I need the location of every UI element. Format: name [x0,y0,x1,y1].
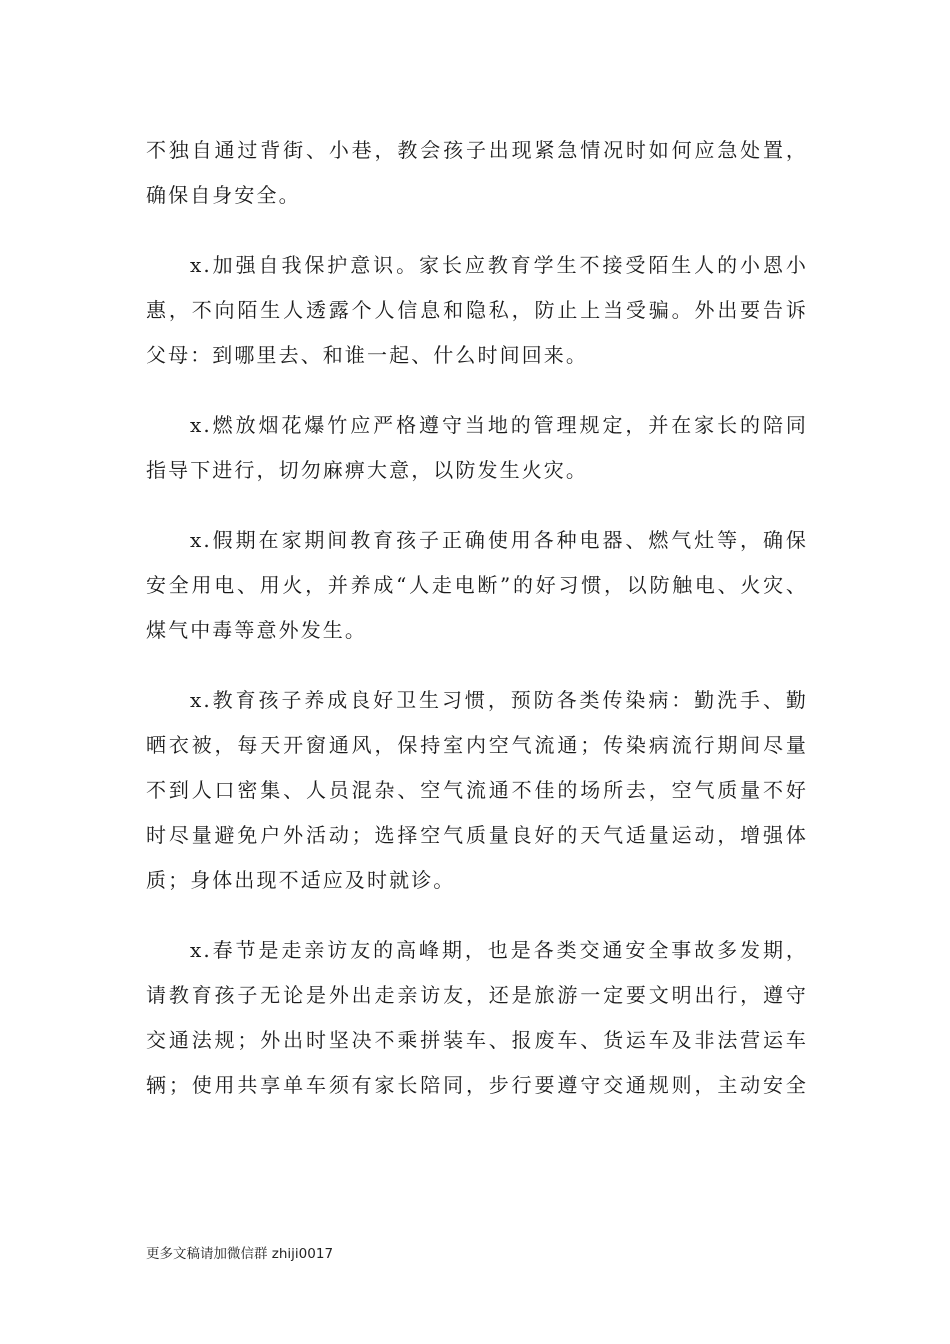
paragraph-line: x.春节是走亲访友的高峰期，也是各类交通安全事故多发期， [190,938,808,962]
paragraph-line: 晒衣被，每天开窗通风，保持室内空气流通；传染病流行期间尽量 [146,733,808,757]
paragraph-line: x.教育孩子养成良好卫生习惯，预防各类传染病：勤洗手、勤 [190,688,808,712]
paragraph [146,243,808,378]
footer-note: 更多文稿请加微信群 zhiji0017 [146,1246,334,1262]
paragraph-line: 时尽量避免户外活动；选择空气质量良好的天气适量运动，增强体 [146,823,808,847]
paragraph [146,928,808,1108]
paragraph [146,128,808,218]
paragraph-line: 质；身体出现不适应及时就诊。 [146,868,456,892]
paragraph-line: 指导下进行，切勿麻痹大意，以防发生火灾。 [146,458,588,482]
paragraph-line: x.燃放烟花爆竹应严格遵守当地的管理规定，并在家长的陪同 [190,413,808,437]
paragraph-line: 煤气中毒等意外发生。 [146,618,367,642]
paragraph [146,518,808,653]
paragraph-line: 交通法规；外出时坚决不乘拼装车、报废车、货运车及非法营运车 [146,1028,808,1052]
paragraph-line: 不到人口密集、人员混杂、空气流通不佳的场所去，空气质量不好 [146,778,808,802]
paragraph-line: 请教育孩子无论是外出走亲访友，还是旅游一定要文明出行，遵守 [146,983,808,1007]
paragraph [146,678,808,903]
paragraph-line: 不独自通过背街、小巷，教会孩子出现紧急情况时如何应急处置， [146,138,808,162]
paragraph-line: 安全用电、用火，并养成“人走电断”的好习惯，以防触电、火灾、 [146,573,808,597]
paragraph-line: 父母：到哪里去、和谁一起、什么时间回来。 [146,343,588,367]
paragraph-line: x.加强自我保护意识。家长应教育学生不接受陌生人的小恩小 [190,253,808,277]
paragraph-line: 惠，不向陌生人透露个人信息和隐私，防止上当受骗。外出要告诉 [146,298,808,322]
paragraph-line: 确保自身安全。 [146,183,301,207]
paragraph-line: x.假期在家期间教育孩子正确使用各种电器、燃气灶等，确保 [190,528,808,552]
paragraph-line: 辆；使用共享单车须有家长陪同，步行要遵守交通规则，主动安全 [146,1073,808,1097]
document-body [146,128,808,1133]
paragraph [146,403,808,493]
